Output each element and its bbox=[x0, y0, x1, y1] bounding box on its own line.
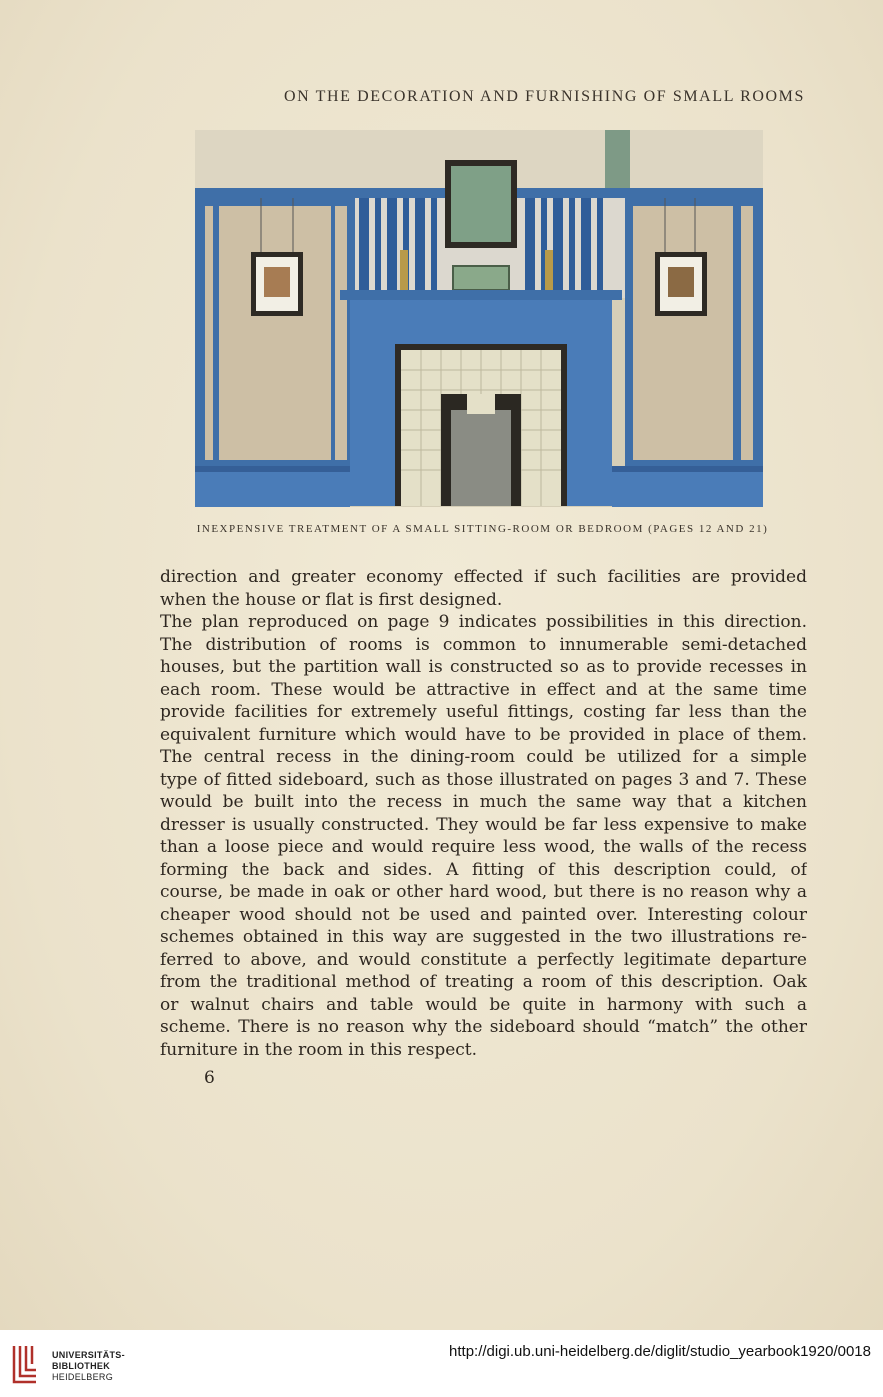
text-line: from the traditional method of treating a room of this description. Oak bbox=[160, 972, 807, 992]
library-name-line: HEIDELBERG bbox=[52, 1372, 114, 1382]
text-line: when the house or flat is first designed. bbox=[160, 589, 503, 610]
text-line: dresser is usually constructed. They would be far less expensive to make bbox=[160, 814, 807, 835]
text-line: forming the back and sides. A fitting of this description could, of bbox=[160, 859, 807, 880]
text-line: The central recess in the dining-room could be utilized for a simple bbox=[160, 747, 807, 767]
text-line: direction and greater economy effected if such facilities are provided bbox=[160, 567, 807, 587]
text-line: would be built into the recess in much the same way that a kitchen bbox=[160, 792, 807, 812]
plate-caption: INEXPENSIVE TREATMENT OF A SMALL SITTING-ROOM OR BEDROOM (PAGES 12 AND 21) bbox=[196, 523, 769, 535]
text-line: than a loose piece and would require less wood, the walls of the recess bbox=[160, 837, 807, 857]
text-line: ferred to above, and would constitute a perfectly legitimate departure bbox=[160, 949, 807, 970]
text-line: The plan reproduced on page 9 indicates possibilities in this direction. bbox=[160, 612, 807, 632]
text-line: course, be made in oak or other hard wood, but there is no reason why a bbox=[160, 882, 807, 902]
permalink-url[interactable]: http://digi.ub.uni-heidelberg.de/diglit/studio_yearbook1920/0018 bbox=[449, 1343, 871, 1360]
body-text bbox=[160, 566, 807, 1061]
library-name-line: BIBLIOTHEK bbox=[52, 1361, 110, 1371]
text-line: provide facilities for extremely useful fittings, costing far less than the bbox=[160, 702, 807, 722]
text-line: type of fitted sideboard, such as those illustrated on pages 3 and 7. These bbox=[160, 769, 807, 790]
text-line: or walnut chairs and table would be quite in harmony with such a bbox=[160, 994, 807, 1015]
text-line: each room. These would be attractive in effect and at the same time bbox=[160, 679, 807, 700]
text-line: schemes obtained in this way are suggested in the two illustrations re- bbox=[160, 927, 807, 947]
text-line: scheme. There is no reason why the sideboard should “match” the other bbox=[160, 1017, 807, 1037]
illustration-plate bbox=[195, 130, 763, 507]
running-head: ON THE DECORATION AND FURNISHING OF SMALL ROOMS bbox=[283, 88, 805, 105]
library-name-line: UNIVERSITÄTS- bbox=[52, 1350, 125, 1360]
text-line: equivalent furniture which would have to be provided in place of them. bbox=[160, 724, 807, 745]
text-line: cheaper wood should not be used and painted over. Interesting colour bbox=[160, 904, 807, 925]
text-line: furniture in the room in this respect. bbox=[160, 1039, 478, 1060]
page-number: 6 bbox=[204, 1068, 215, 1088]
library-logo-icon bbox=[8, 1342, 42, 1388]
text-line: houses, but the partition wall is constructed so as to provide recesses in bbox=[160, 657, 807, 677]
library-name bbox=[52, 1350, 125, 1383]
text-line: The distribution of rooms is common to innumerable semi-detached bbox=[160, 634, 807, 655]
viewer-footer bbox=[0, 1330, 883, 1397]
fireplace-illustration bbox=[195, 130, 763, 507]
